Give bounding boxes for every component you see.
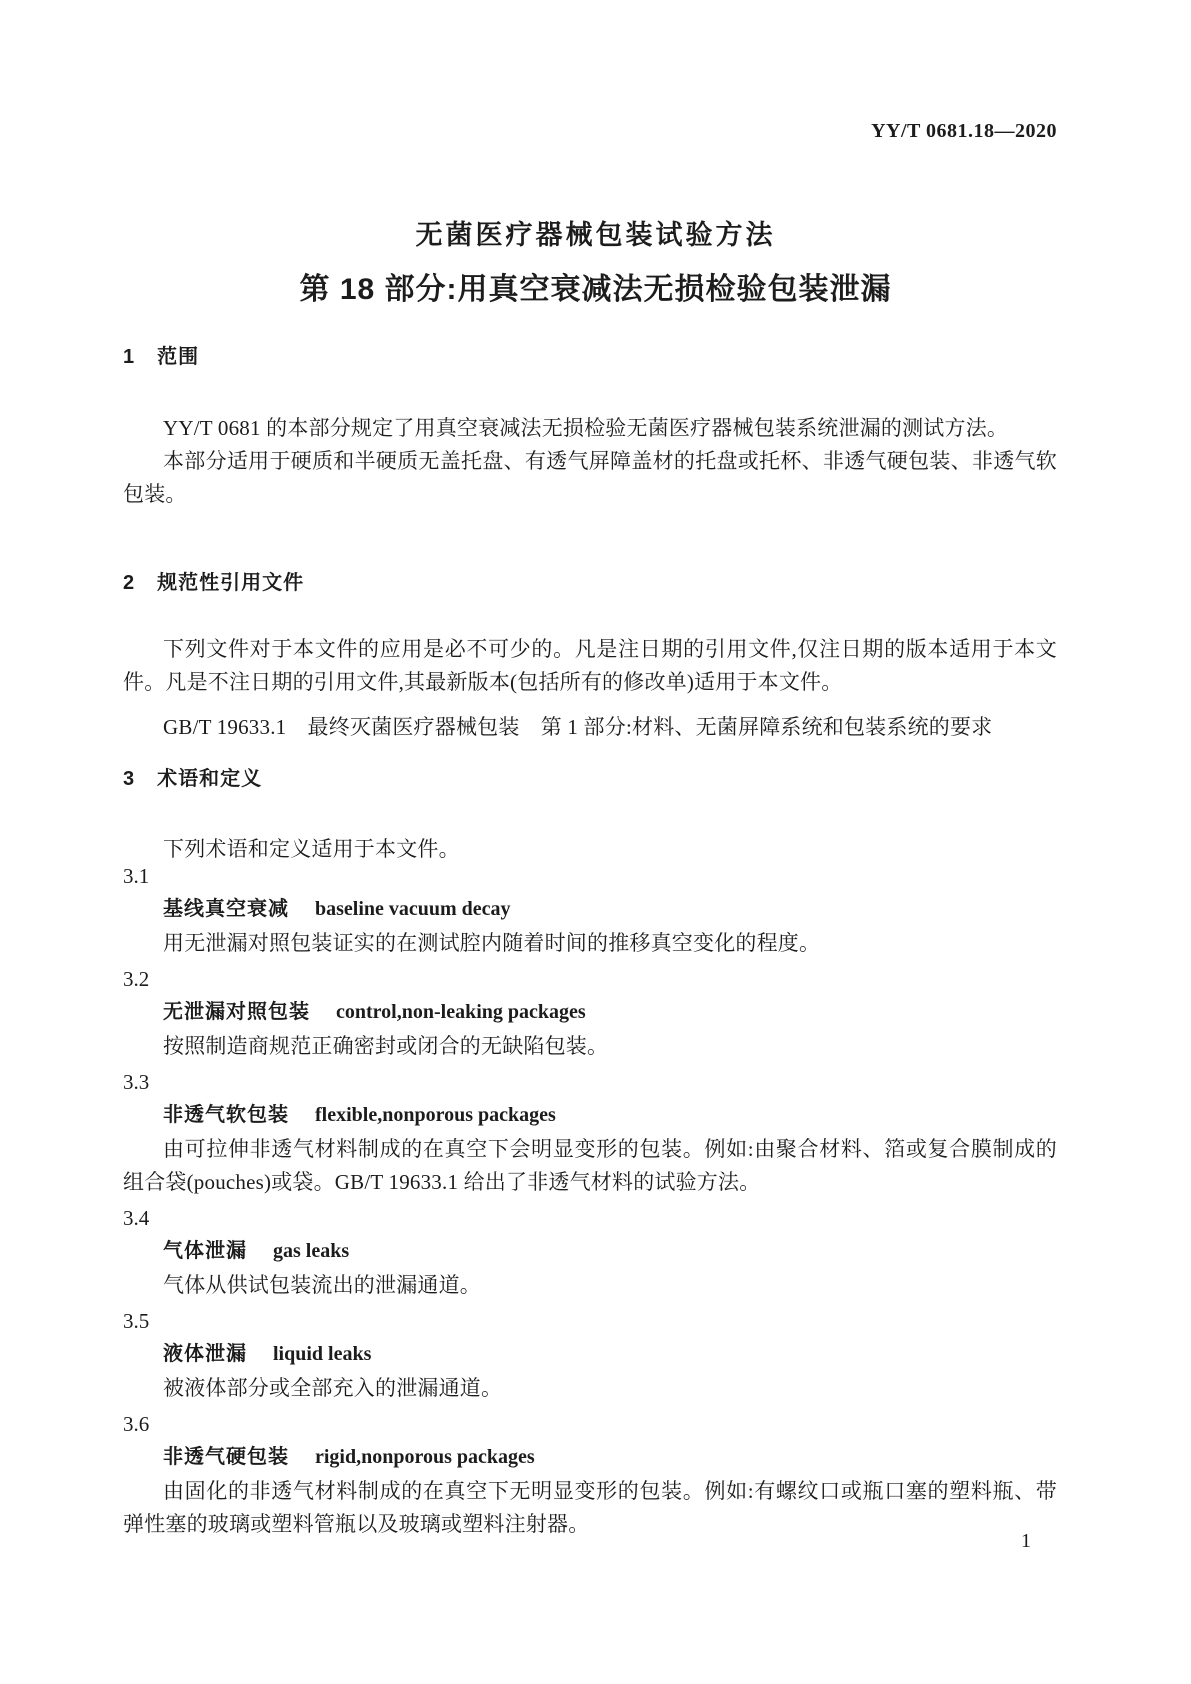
section-2-paragraph-1: 下列文件对于本文件的应用是必不可少的。凡是注日期的引用文件,仅注日期的版本适用于本文件。凡是不注日期的引用文件,其最新版本(包括所有的修改单)适用于本文件。 bbox=[123, 637, 1057, 694]
section-2-heading bbox=[123, 566, 1057, 595]
term-3-5-definition: 被液体部分或全部充入的泄漏通道。 bbox=[163, 1376, 503, 1400]
term-3-6-en: rigid,nonporous packages bbox=[315, 1446, 535, 1468]
term-3-5-number: 3.5 bbox=[123, 1309, 150, 1333]
term-3-1-definition: 用无泄漏对照包装证实的在测试腔内随着时间的推移真空变化的程度。 bbox=[163, 931, 821, 955]
term-3-5-en: liquid leaks bbox=[273, 1343, 372, 1365]
term-3-3 bbox=[123, 1066, 1057, 1199]
section-2-title: 规范性引用文件 bbox=[157, 572, 305, 594]
term-3-2-definition: 按照制造商规范正确密封或闭合的无缺陷包装。 bbox=[163, 1034, 609, 1058]
term-3-3-zh: 非透气软包装 bbox=[163, 1104, 289, 1126]
term-3-2 bbox=[123, 963, 1057, 1063]
term-3-5 bbox=[123, 1305, 1057, 1405]
term-3-4-number: 3.4 bbox=[123, 1206, 150, 1230]
page-number: 1 bbox=[1021, 1530, 1031, 1552]
standard-number: YY/T 0681.18—2020 bbox=[871, 120, 1057, 142]
document-title-line1: 无菌医疗器械包装试验方法 bbox=[415, 220, 776, 250]
term-3-3-number: 3.3 bbox=[123, 1070, 150, 1094]
term-3-4-definition: 气体从供试包装流出的泄漏通道。 bbox=[163, 1273, 481, 1297]
term-3-5-zh: 液体泄漏 bbox=[163, 1343, 247, 1365]
term-3-6-zh: 非透气硬包装 bbox=[163, 1446, 289, 1468]
section-3-number: 3 bbox=[123, 768, 136, 790]
terms-list bbox=[123, 860, 1057, 1544]
term-3-1-number: 3.1 bbox=[123, 864, 150, 888]
section-3-intro: 下列术语和定义适用于本文件。 bbox=[163, 837, 460, 861]
term-3-6-definition: 由固化的非透气材料制成的在真空下无明显变形的包装。例如:有螺纹口或瓶口塞的塑料瓶、带弹性塞的玻璃或塑料管瓶以及玻璃或塑料注射器。 bbox=[123, 1479, 1057, 1536]
section-1-paragraph-1: YY/T 0681 的本部分规定了用真空衰减法无损检验无菌医疗器械包装系统泄漏的测试方法。 bbox=[163, 416, 1009, 440]
term-3-3-definition: 由可拉伸非透气材料制成的在真空下会明显变形的包装。例如:由聚合材料、箔或复合膜制成的组合袋(pouches)或袋。GB/T 19633.1 给出了非透气材料的试验方法。 bbox=[123, 1137, 1057, 1194]
term-3-6-number: 3.6 bbox=[123, 1412, 150, 1436]
document-title bbox=[0, 213, 1191, 308]
term-3-4-en: gas leaks bbox=[273, 1240, 350, 1262]
term-3-3-en: flexible,nonporous packages bbox=[315, 1104, 556, 1126]
term-3-4-zh: 气体泄漏 bbox=[163, 1240, 247, 1262]
term-3-2-zh: 无泄漏对照包装 bbox=[163, 1001, 310, 1023]
section-2-reference: GB/T 19633.1 最终灭菌医疗器械包装 第 1 部分:材料、无菌屏障系统和包装系统的要求 bbox=[163, 715, 993, 739]
section-1-number: 1 bbox=[123, 346, 136, 368]
section-1-title: 范围 bbox=[157, 346, 200, 368]
term-3-1 bbox=[123, 860, 1057, 960]
term-3-2-number: 3.2 bbox=[123, 967, 150, 991]
term-3-1-en: baseline vacuum decay bbox=[315, 898, 511, 920]
section-1-paragraph-2: 本部分适用于硬质和半硬质无盖托盘、有透气屏障盖材的托盘或托杯、非透气硬包装、非透气软包装。 bbox=[123, 449, 1057, 506]
section-2-number: 2 bbox=[123, 572, 136, 594]
section-3-heading bbox=[123, 762, 1057, 791]
section-3-title: 术语和定义 bbox=[157, 768, 263, 790]
term-3-2-en: control,non-leaking packages bbox=[336, 1001, 586, 1023]
term-3-1-zh: 基线真空衰减 bbox=[163, 898, 289, 920]
term-3-4 bbox=[123, 1202, 1057, 1302]
document-title-line2: 第 18 部分:用真空衰减法无损检验包装泄漏 bbox=[299, 273, 892, 306]
term-3-6 bbox=[123, 1408, 1057, 1541]
section-1-heading bbox=[123, 340, 1057, 369]
